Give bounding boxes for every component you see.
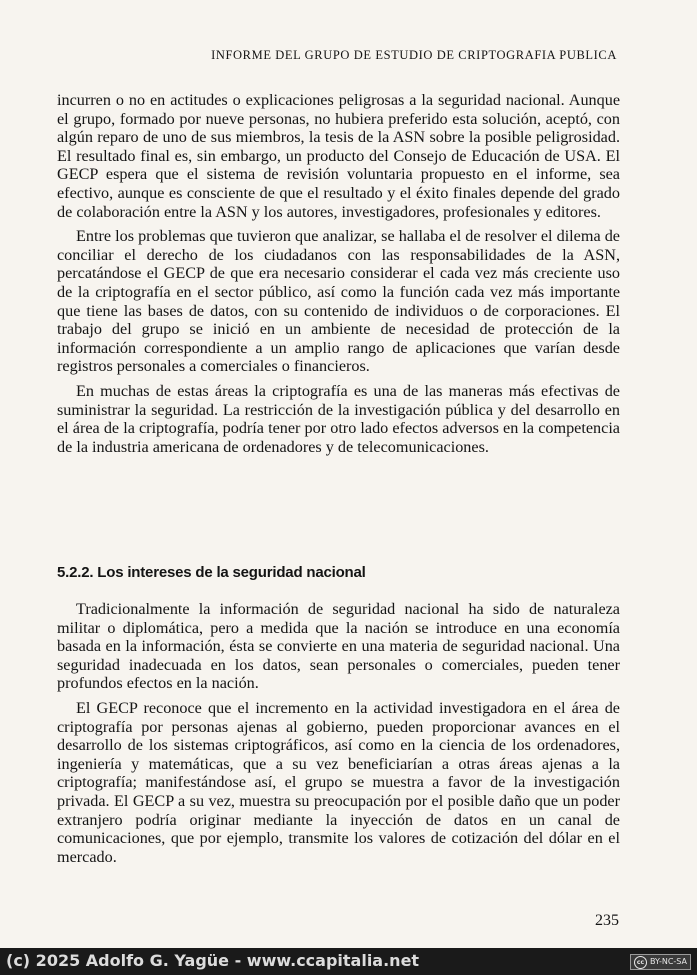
paragraph: En muchas de estas áreas la criptografía es una de las maneras más efectivas de suministrar la seguridad. La restricción de la investigación pública y del desarrollo en el área de la criptografía, podría tener por otro lado efectos adversos en la competencia de la industria americana de ordenadores y de telecomunicaciones. <box>57 381 620 456</box>
creative-commons-icon: cc <box>634 956 647 969</box>
license-label: BY-NC-SA <box>649 957 687 966</box>
section-heading: 5.2.2. Los intereses de la seguridad nacional <box>57 564 366 581</box>
copyright-footer <box>0 948 697 975</box>
running-header: INFORME DEL GRUPO DE ESTUDIO DE CRIPTOGRAFIA PUBLICA <box>211 48 617 62</box>
paragraph: El GECP reconoce que el incremento en la actividad investigadora en el área de criptografía por personas ajenas al gobierno, pueden proporcionar avances en el desarrollo de los sistemas criptográficos, así como en la ciencia de los ordenadores, ingeniería y matemáticas, que a su vez beneficiarían a otras áreas ajenas a la criptografía; manifestándose así, el grupo se muestra a favor de la investigación privada. El GECP a su vez, muestra su preocupación por el posible daño que un poder extranjero podría originar mediante la inyección de datos en un canal de comunicaciones, que por ejemplo, transmite los valores de cotización del dólar en el mercado. <box>57 698 620 866</box>
license-badge[interactable] <box>630 954 691 970</box>
paragraph: incurren o no en actitudes o explicaciones peligrosas a la seguridad nacional. Aunque el grupo, formado por nueve personas, no hubiera preferido esta solución, aceptó, con algún reparo de uno de sus miembros, la tesis de la ASN sobre la posible peligrosidad. El resultado final es, sin embargo, un producto del Consejo de Educación de USA. El GECP espera que el sistema de revisión voluntaria propuesto en el informe, sea efectivo, aunque es consciente de que el resultado y el éxito finales depende del grado de colaboración entre la ASN y los autores, investigadores, profesionales y editores. <box>57 91 620 221</box>
paragraph: Entre los problemas que tuvieron que analizar, se hallaba el de resolver el dilema de conciliar el derecho de los ciudadanos con las responsabilidades de la ASN, percatándose el GECP de que era necesario considerar el cada vez más creciente uso de la criptografía en el sector público, así como la función cada vez más importante que tiene las bases de datos, con su contenido de individuos o de corporaciones. El trabajo del grupo se inició en un ambiente de necesidad de protección de la información correspondiente a un amplio rango de aplicaciones que varían desde registros personales a comerciales o financieros. <box>57 227 620 376</box>
page-number: 235 <box>595 912 619 929</box>
body-text-before-section <box>57 91 620 456</box>
body-text-after-section <box>57 600 620 866</box>
paragraph: Tradicionalmente la información de seguridad nacional ha sido de naturaleza militar o diplomática, pero a medida que la nación se introduce en una economía basada en la información, ésta se convierte en una materia de seguridad nacional. Una seguridad inadecuada en los datos, sean personales o comerciales, pueden tener profundos efectos en la nación. <box>57 600 620 693</box>
copyright-text: (c) 2025 Adolfo G. Yagüe - www.ccapitalia.net <box>6 951 420 970</box>
